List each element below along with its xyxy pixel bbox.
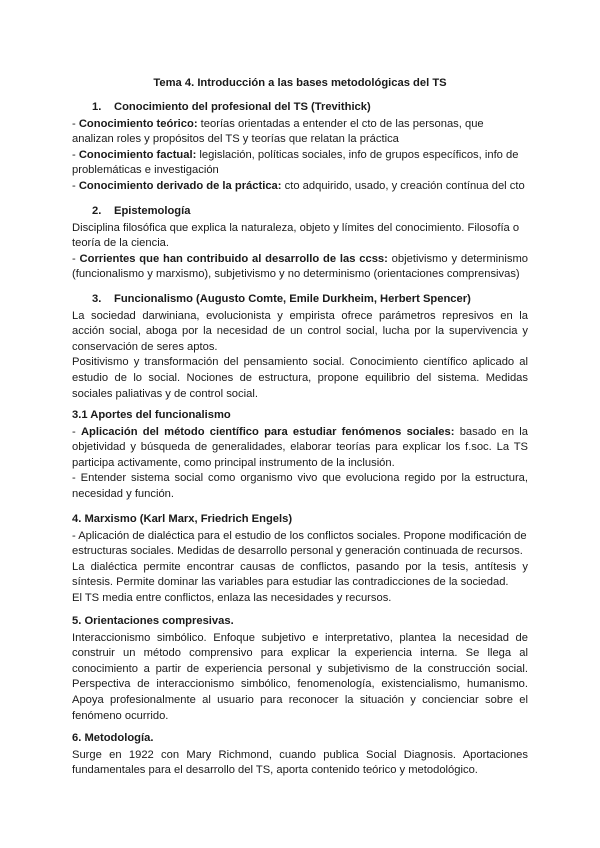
list-item [72, 148, 528, 179]
item-prefix: - [72, 179, 79, 192]
paragraph: Interaccionismo simbólico. Enfoque subjetivo e interpretativo, plantea la necesidad de construir un método comprensivo para explicar la experiencia interna. Se llega al conocimiento a partir de experiencia personal y subjetivismo de la construcción social. Perspectiva de interaccionismo simbólico, fenomenología, existencialismo, humanismo. Apoya profesionalmente al usuario para reconocer la situación y concienciar sobre el fenómeno ocurrido. [72, 631, 528, 722]
section-metodologia [72, 731, 528, 779]
list-item [72, 179, 528, 195]
section-conocimiento [72, 100, 528, 195]
list-item [72, 117, 528, 148]
section-heading: 3.1 Aportes del funcionalismo [72, 409, 231, 421]
section-heading: 5. Orientaciones compresivas. [72, 615, 234, 627]
list-item [72, 252, 528, 283]
section-marxismo [72, 512, 528, 607]
section-number: 1. [92, 101, 102, 113]
item-label: Conocimiento teórico: [78, 117, 198, 130]
item-text: objetivismo y determinismo (funcionalismo y marxismo), subjetivismo y no determinismo (orientaciones comprensivas) [72, 252, 528, 281]
section-heading [72, 204, 528, 220]
item-text: teorías orientadas a entender el cto de las personas, que analizan roles y propósitos del TS y teorías que relatan la práctica [72, 117, 484, 146]
paragraph: El TS media entre conflictos, enlaza las necesidades y recursos. [72, 591, 392, 604]
item-prefix: - [72, 252, 80, 265]
item-label: Conocimiento derivado de la práctica: [78, 179, 282, 192]
section-heading [72, 100, 528, 116]
paragraph: Surge en 1922 con Mary Richmond, cuando publica Social Diagnosis. Aportaciones fundamentales para el desarrollo del TS, aporta contenido teórico y metodológico. [72, 748, 528, 777]
section-number: 2. [92, 205, 102, 217]
paragraph: Positivismo y transformación del pensamiento social. Conocimiento científico aplicado al estudio de lo social. Nociones de estructura, propone equilibrio del sistema. Medidas sociales paliativas y de control social. [72, 356, 528, 400]
item-prefix: - [72, 117, 79, 130]
list-item: - Entender sistema social como organismo vivo que evoluciona regido por la estructura, necesidad y función. [72, 472, 528, 500]
section-heading [72, 292, 528, 308]
section-aportes-funcionalismo [72, 408, 528, 503]
section-epistemologia [72, 204, 528, 283]
section-heading: 6. Metodología. [72, 732, 154, 744]
list-item [72, 425, 528, 472]
item-prefix: - [72, 148, 79, 161]
section-funcionalismo [72, 292, 528, 402]
item-label: Conocimiento factual: [78, 148, 197, 161]
section-heading-text: Conocimiento del profesional del TS (Trevithick) [114, 101, 371, 113]
paragraph: La sociedad darwiniana, evolucionista y empirista ofrece parámetros represivos en la acción social, aboga por la necesidad de un control social, lucha por la supervivencia y conservación de seres aptos. [72, 309, 528, 353]
section-heading-text: Epistemología [114, 205, 191, 217]
item-text: cto adquirido, usado, y creación contínua del cto [281, 179, 525, 192]
item-label: Corrientes que han contribuido al desarrollo de las ccss: [79, 252, 388, 265]
document-title: Tema 4. Introducción a las bases metodológicas del TS [153, 77, 447, 89]
paragraph: Disciplina filosófica que explica la naturaleza, objeto y límites del conocimiento. Filosofía o teoría de la ciencia. [72, 221, 520, 250]
section-heading: 4. Marxismo (Karl Marx, Friedrich Engels) [72, 513, 293, 525]
item-text: legislación, políticas sociales, info de grupos específicos, info de problemáticas e investigación [72, 148, 519, 177]
item-text: basado en la objetividad y búsqueda de generalidades, elaborar teorías para explicar los f.soc. La TS participa activamente, como principal instrumento de la inclusión. [72, 425, 528, 469]
section-number: 3. [92, 293, 102, 305]
item-label: Aplicación del método científico para estudiar fenómenos sociales: [80, 425, 455, 438]
section-heading-text: Funcionalismo (Augusto Comte, Emile Durkheim, Herbert Spencer) [114, 293, 471, 305]
section-orientaciones [72, 614, 528, 724]
item-prefix: - [72, 425, 81, 438]
paragraph: La dialéctica permite encontrar causas de conflictos, pasando por la tesis, antítesis y síntesis. Permite dominar las variables para estudiar las contradicciones de la sociedad. [72, 560, 528, 589]
paragraph: - Aplicación de dialéctica para el estudio de los conflictos sociales. Propone modificación de estructuras sociales. Medidas de desarrollo personal y generación continuada de recursos. [72, 529, 527, 558]
